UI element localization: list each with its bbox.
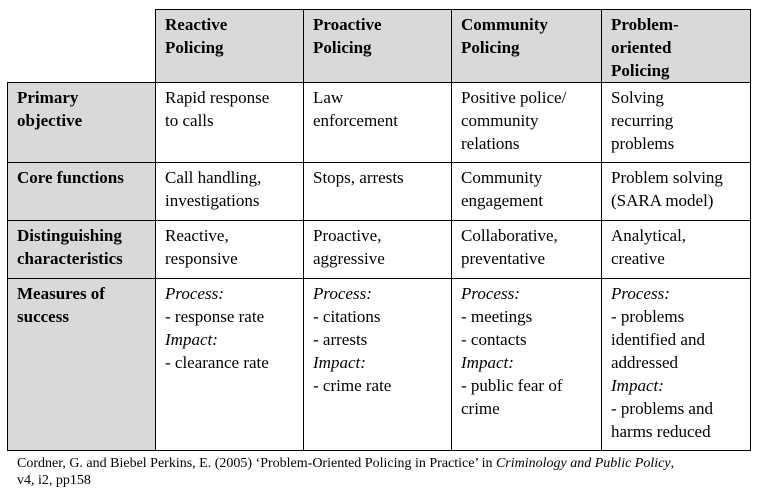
- cell-line: - meetings: [461, 307, 533, 326]
- cell-line: enforcement: [313, 111, 398, 130]
- row-header-measures-of-success: Measures of success: [8, 279, 156, 451]
- cell-line: Rapid response: [165, 88, 270, 107]
- row-core-functions: [8, 163, 751, 221]
- citation-text: Cordner, G. and Biebel Perkins, E. (2005) ‘Problem-Oriented Policing in Practice’ in: [17, 456, 496, 471]
- cell-line: crime: [461, 399, 500, 418]
- citation-tail: ,: [670, 456, 675, 471]
- cell-line: addressed: [611, 353, 679, 372]
- cell-subheading: Impact:: [611, 376, 664, 395]
- cell-line: (SARA model): [611, 191, 714, 210]
- column-header-reactive: Reactive Policing: [156, 10, 304, 83]
- cell-line: Stops, arrests: [313, 168, 404, 187]
- row-header-distinguishing-characteristics: Distinguishing characteristics: [8, 221, 156, 279]
- cell-line: creative: [611, 249, 665, 268]
- header-row: [8, 10, 751, 83]
- cell-core-functions-proactive: [304, 163, 452, 221]
- cell-subheading: Process:: [611, 284, 670, 303]
- cell-subheading: Process:: [165, 284, 224, 303]
- cell-subheading: Process:: [313, 284, 372, 303]
- cell-line: Solving: [611, 88, 664, 107]
- cell-line: - citations: [313, 307, 381, 326]
- cell-measures-community: [452, 279, 602, 451]
- cell-line: harms reduced: [611, 422, 711, 441]
- cell-line: Problem solving: [611, 168, 723, 187]
- cell-line: - problems: [611, 307, 685, 326]
- row-primary-objective: [8, 83, 751, 163]
- cell-line: - clearance rate: [165, 353, 269, 372]
- cell-line: investigations: [165, 191, 260, 210]
- cell-subheading: Impact:: [313, 353, 366, 372]
- cell-line: Reactive,: [165, 226, 229, 245]
- cell-core-functions-reactive: [156, 163, 304, 221]
- cell-subheading: Impact:: [461, 353, 514, 372]
- cell-core-functions-community: [452, 163, 602, 221]
- cell-distinguishing-community: [452, 221, 602, 279]
- policing-comparison-table: [7, 9, 751, 451]
- row-distinguishing-characteristics: [8, 221, 751, 279]
- corner-cell: [8, 10, 156, 83]
- cell-line: relations: [461, 134, 520, 153]
- row-header-core-functions: Core functions: [8, 163, 156, 221]
- cell-line: - arrests: [313, 330, 368, 349]
- cell-subheading: Process:: [461, 284, 520, 303]
- cell-line: identified and: [611, 330, 705, 349]
- cell-distinguishing-proactive: [304, 221, 452, 279]
- cell-line: Community: [461, 168, 543, 187]
- cell-line: problems: [611, 134, 675, 153]
- column-header-proactive: Proactive Policing: [304, 10, 452, 83]
- cell-distinguishing-reactive: [156, 221, 304, 279]
- cell-line: aggressive: [313, 249, 385, 268]
- cell-distinguishing-problem-oriented: [602, 221, 751, 279]
- cell-primary-objective-proactive: [304, 83, 452, 163]
- cell-line: responsive: [165, 249, 238, 268]
- cell-line: preventative: [461, 249, 546, 268]
- citation-journal: Criminology and Public Policy: [495, 456, 671, 471]
- cell-line: - public fear of: [461, 376, 563, 395]
- cell-line: - crime rate: [313, 376, 392, 395]
- cell-primary-objective-problem-oriented: [602, 83, 751, 163]
- cell-subheading: Impact:: [165, 330, 218, 349]
- cell-line: - response rate: [165, 307, 265, 326]
- cell-line: engagement: [461, 191, 544, 210]
- cell-core-functions-problem-oriented: [602, 163, 751, 221]
- citation-line2: v4, i2, pp158: [17, 473, 91, 488]
- cell-measures-proactive: [304, 279, 452, 451]
- cell-line: Analytical,: [611, 226, 687, 245]
- cell-measures-reactive: [156, 279, 304, 451]
- cell-line: community: [461, 111, 539, 130]
- cell-primary-objective-reactive: [156, 83, 304, 163]
- cell-primary-objective-community: [452, 83, 602, 163]
- cell-line: Collaborative,: [461, 226, 558, 245]
- cell-line: - contacts: [461, 330, 527, 349]
- row-header-primary-objective: Primary objective: [8, 83, 156, 163]
- column-header-community: Community Policing: [452, 10, 602, 83]
- row-measures-of-success: [8, 279, 751, 451]
- cell-line: Law: [313, 88, 344, 107]
- column-header-problem-oriented: Problem- oriented Policing: [602, 10, 751, 83]
- cell-line: - problems and: [611, 399, 713, 418]
- cell-line: Positive police/: [461, 88, 567, 107]
- cell-line: Call handling,: [165, 168, 262, 187]
- cell-line: recurring: [611, 111, 674, 130]
- citation: [17, 455, 762, 489]
- cell-measures-problem-oriented: [602, 279, 751, 451]
- cell-line: Proactive,: [313, 226, 382, 245]
- cell-line: to calls: [165, 111, 214, 130]
